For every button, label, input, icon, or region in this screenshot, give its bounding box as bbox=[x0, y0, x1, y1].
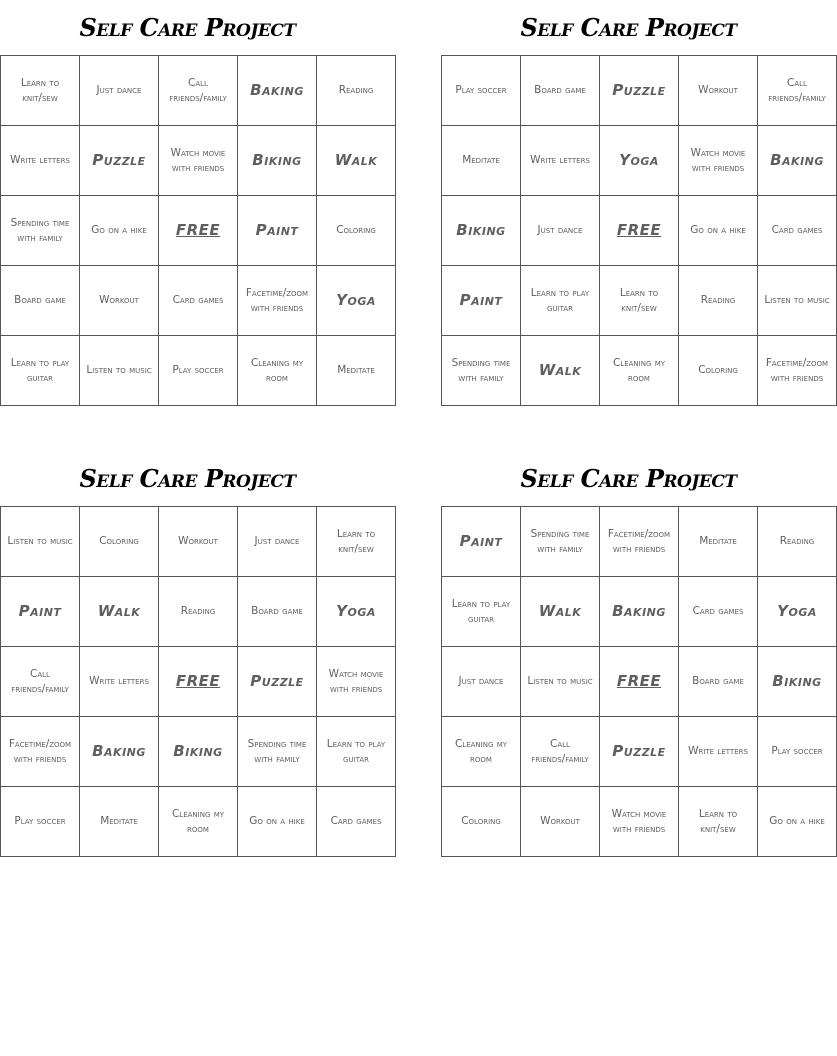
activity-cell: Paint bbox=[238, 196, 317, 266]
activity-cell: Puzzle bbox=[600, 56, 679, 126]
activity-cell: Baking bbox=[758, 126, 837, 196]
activity-cell: Just dance bbox=[521, 196, 600, 266]
activity-cell: Watch movie with friends bbox=[679, 126, 758, 196]
activity-cell: Board game bbox=[679, 647, 758, 717]
grid-row bbox=[1, 56, 396, 126]
grid-row bbox=[1, 717, 396, 787]
grid-row bbox=[442, 196, 837, 266]
bingo-grid bbox=[441, 55, 837, 406]
activity-cell: Learn to knit/sew bbox=[679, 787, 758, 857]
grid-row bbox=[442, 336, 837, 406]
grid-row bbox=[442, 717, 837, 787]
activity-cell: Card games bbox=[758, 196, 837, 266]
card-title: Self Care Project bbox=[79, 464, 296, 493]
grid-row bbox=[442, 266, 837, 336]
activity-cell: Spending time with family bbox=[238, 717, 317, 787]
activity-cell: Write letters bbox=[521, 126, 600, 196]
activity-cell: Coloring bbox=[679, 336, 758, 406]
activity-cell: Call friends/family bbox=[1, 647, 80, 717]
activity-cell: Baking bbox=[80, 717, 159, 787]
grid-row bbox=[442, 56, 837, 126]
activity-cell: Listen to music bbox=[1, 507, 80, 577]
activity-cell: Just dance bbox=[80, 56, 159, 126]
grid-row bbox=[442, 507, 837, 577]
activity-cell: Board game bbox=[238, 577, 317, 647]
activity-cell: Puzzle bbox=[600, 717, 679, 787]
activity-cell: Spending time with family bbox=[1, 196, 80, 266]
card-title: Self Care Project bbox=[79, 13, 296, 42]
activity-cell: Write letters bbox=[679, 717, 758, 787]
bingo-card-2 bbox=[441, 0, 830, 406]
activity-cell: Meditate bbox=[442, 126, 521, 196]
activity-cell: Workout bbox=[521, 787, 600, 857]
activity-cell: Write letters bbox=[1, 126, 80, 196]
activity-cell: Cleaning my room bbox=[442, 717, 521, 787]
activity-cell: Call friends/family bbox=[758, 56, 837, 126]
activity-cell: Paint bbox=[442, 507, 521, 577]
activity-cell: Yoga bbox=[317, 577, 396, 647]
bingo-grid bbox=[0, 506, 396, 857]
activity-cell: Facetime/zoom with friends bbox=[600, 507, 679, 577]
activity-cell: Call friends/family bbox=[159, 56, 238, 126]
activity-cell: Workout bbox=[679, 56, 758, 126]
activity-cell: Yoga bbox=[317, 266, 396, 336]
grid-row bbox=[442, 126, 837, 196]
grid-row bbox=[1, 196, 396, 266]
grid-row bbox=[1, 647, 396, 717]
activity-cell: Meditate bbox=[679, 507, 758, 577]
activity-cell: Card games bbox=[679, 577, 758, 647]
activity-cell: Go on a hike bbox=[758, 787, 837, 857]
activity-cell: Go on a hike bbox=[238, 787, 317, 857]
activity-cell: Board game bbox=[1, 266, 80, 336]
activity-cell: Learn to knit/sew bbox=[600, 266, 679, 336]
activity-cell: Puzzle bbox=[238, 647, 317, 717]
grid-row bbox=[1, 507, 396, 577]
activity-cell: Walk bbox=[521, 577, 600, 647]
activity-cell: Meditate bbox=[80, 787, 159, 857]
activity-cell: Listen to music bbox=[758, 266, 837, 336]
activity-cell: Board game bbox=[521, 56, 600, 126]
activity-cell: Learn to play guitar bbox=[442, 577, 521, 647]
free-space-cell: FREE bbox=[159, 647, 238, 717]
activity-cell: Learn to knit/sew bbox=[317, 507, 396, 577]
activity-cell: Play soccer bbox=[1, 787, 80, 857]
grid-row bbox=[1, 336, 396, 406]
activity-cell: Baking bbox=[238, 56, 317, 126]
activity-cell: Yoga bbox=[600, 126, 679, 196]
activity-cell: Cleaning my room bbox=[238, 336, 317, 406]
grid-row bbox=[1, 787, 396, 857]
activity-cell: Walk bbox=[521, 336, 600, 406]
activity-cell: Biking bbox=[159, 717, 238, 787]
activity-cell: Paint bbox=[1, 577, 80, 647]
activity-cell: Learn to play guitar bbox=[1, 336, 80, 406]
bingo-card-3 bbox=[0, 451, 386, 857]
activity-cell: Card games bbox=[317, 787, 396, 857]
activity-cell: Spending time with family bbox=[521, 507, 600, 577]
activity-cell: Watch movie with friends bbox=[600, 787, 679, 857]
activity-cell: Biking bbox=[442, 196, 521, 266]
activity-cell: Play soccer bbox=[442, 56, 521, 126]
activity-cell: Go on a hike bbox=[679, 196, 758, 266]
activity-cell: Coloring bbox=[80, 507, 159, 577]
activity-cell: Cleaning my room bbox=[159, 787, 238, 857]
activity-cell: Walk bbox=[80, 577, 159, 647]
activity-cell: Workout bbox=[80, 266, 159, 336]
activity-cell: Facetime/zoom with friends bbox=[238, 266, 317, 336]
activity-cell: Just dance bbox=[442, 647, 521, 717]
activity-cell: Puzzle bbox=[80, 126, 159, 196]
activity-cell: Reading bbox=[317, 56, 396, 126]
activity-cell: Facetime/zoom with friends bbox=[758, 336, 837, 406]
activity-cell: Coloring bbox=[317, 196, 396, 266]
grid-row bbox=[442, 577, 837, 647]
activity-cell: Baking bbox=[600, 577, 679, 647]
activity-cell: Biking bbox=[758, 647, 837, 717]
grid-row bbox=[1, 126, 396, 196]
activity-cell: Paint bbox=[442, 266, 521, 336]
grid-row bbox=[1, 577, 396, 647]
activity-cell: Just dance bbox=[238, 507, 317, 577]
activity-cell: Workout bbox=[159, 507, 238, 577]
bingo-card-4 bbox=[441, 451, 825, 857]
bingo-grid bbox=[441, 506, 837, 857]
activity-cell: Write letters bbox=[80, 647, 159, 717]
grid-row bbox=[1, 266, 396, 336]
activity-cell: Reading bbox=[679, 266, 758, 336]
bingo-card-1 bbox=[0, 0, 378, 406]
activity-cell: Learn to knit/sew bbox=[1, 56, 80, 126]
activity-cell: Biking bbox=[238, 126, 317, 196]
activity-cell: Call friends/family bbox=[521, 717, 600, 787]
activity-cell: Facetime/zoom with friends bbox=[1, 717, 80, 787]
activity-cell: Reading bbox=[758, 507, 837, 577]
activity-cell: Learn to play guitar bbox=[521, 266, 600, 336]
free-space-cell: FREE bbox=[600, 647, 679, 717]
free-space-cell: FREE bbox=[159, 196, 238, 266]
activity-cell: Watch movie with friends bbox=[317, 647, 396, 717]
free-space-cell: FREE bbox=[600, 196, 679, 266]
activity-cell: Meditate bbox=[317, 336, 396, 406]
grid-row bbox=[442, 647, 837, 717]
activity-cell: Card games bbox=[159, 266, 238, 336]
activity-cell: Learn to play guitar bbox=[317, 717, 396, 787]
grid-row bbox=[442, 787, 837, 857]
activity-cell: Listen to music bbox=[80, 336, 159, 406]
bingo-grid bbox=[0, 55, 396, 406]
activity-cell: Play soccer bbox=[159, 336, 238, 406]
activity-cell: Spending time with family bbox=[442, 336, 521, 406]
activity-cell: Yoga bbox=[758, 577, 837, 647]
activity-cell: Coloring bbox=[442, 787, 521, 857]
activity-cell: Listen to music bbox=[521, 647, 600, 717]
card-title: Self Care Project bbox=[520, 464, 737, 493]
activity-cell: Walk bbox=[317, 126, 396, 196]
activity-cell: Go on a hike bbox=[80, 196, 159, 266]
activity-cell: Reading bbox=[159, 577, 238, 647]
activity-cell: Watch movie with friends bbox=[159, 126, 238, 196]
activity-cell: Play soccer bbox=[758, 717, 837, 787]
card-title: Self Care Project bbox=[520, 13, 737, 42]
activity-cell: Cleaning my room bbox=[600, 336, 679, 406]
